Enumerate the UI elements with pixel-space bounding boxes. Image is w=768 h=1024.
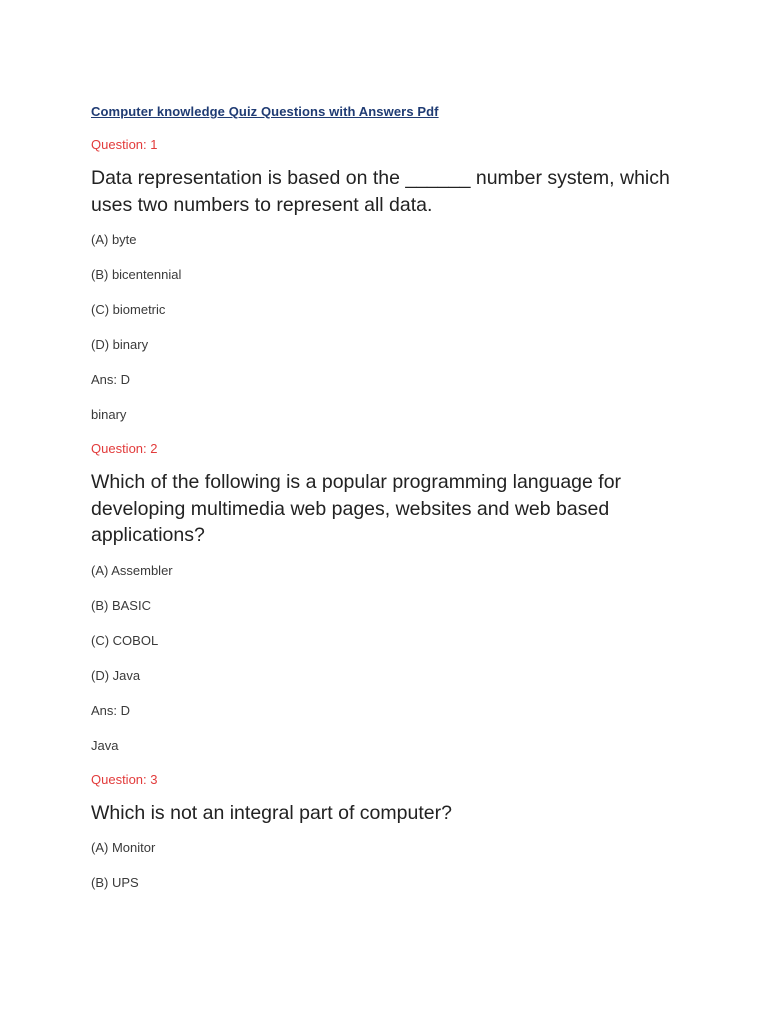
option-item: (D) Java: [91, 667, 141, 683]
document-title-link[interactable]: Computer knowledge Quiz Questions with Answers Pdf: [91, 104, 439, 119]
option-item: (A) Monitor: [91, 840, 156, 855]
option-item: (B) BASIC: [91, 597, 151, 613]
option-item: (A) Assembler: [91, 562, 173, 578]
question-text: Which is not an integral part of computer?: [91, 801, 452, 824]
option-item: (B) bicentennial: [91, 267, 182, 282]
option-item: (C) COBOL: [91, 632, 159, 648]
question-text: Which of the following is a popular programming language for developing multimedia web pages, websites and web based applications?: [91, 471, 622, 546]
answer-text: Ans: D: [91, 702, 131, 718]
answer-explanation: binary: [91, 407, 127, 422]
question-label: Question: 1: [91, 137, 158, 152]
question-text: Data representation is based on the ______ number system, which uses two numbers to represent all data.: [91, 167, 670, 216]
question-label: Question: 2: [91, 441, 158, 456]
option-item: (D) binary: [91, 337, 149, 352]
option-item: (B) UPS: [91, 875, 139, 890]
question-block: [91, 441, 688, 754]
question-label: Question: 3: [91, 771, 158, 787]
answer-text: Ans: D: [91, 372, 131, 387]
question-block: [91, 137, 688, 423]
option-item: (A) byte: [91, 232, 137, 247]
answer-explanation: Java: [91, 737, 119, 753]
question-block: [91, 772, 688, 892]
option-item: (C) biometric: [91, 302, 166, 317]
